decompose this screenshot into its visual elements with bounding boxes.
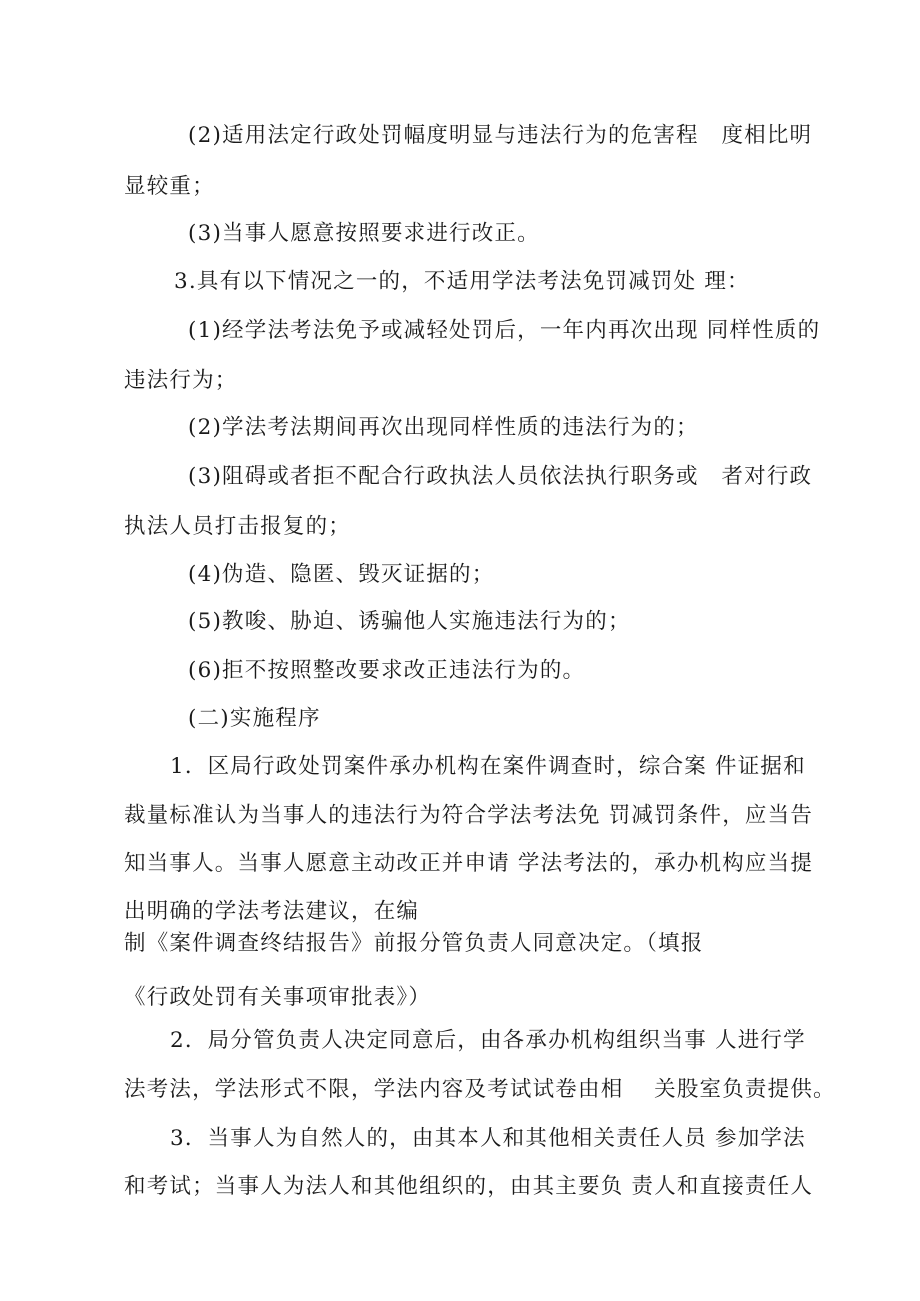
- text-line: 3．当事人为自然人的，由其本人和其他相关责任人员 参加学法: [170, 1126, 806, 1151]
- text-line: 2．局分管负责人决定同意后，由各承办机构组织当事 人进行学: [170, 1028, 806, 1053]
- text-line: (2)学法考法期间再次出现同样性质的违法行为的；: [188, 415, 699, 440]
- text-line: (2)适用法定行政处罚幅度明显与违法行为的危害程 度相比明: [188, 123, 813, 148]
- text-line: 出明确的学法考法建议，在编: [124, 899, 420, 924]
- text-line: (1)经学法考法免予或减轻处罚后，一年内再次出现 同样性质的: [188, 318, 821, 343]
- text-line: (3)当事人愿意按照要求进行改正。: [188, 221, 540, 246]
- text-line: (3)阻碍或者拒不配合行政执法人员依法执行职务或 者对行政: [188, 464, 813, 489]
- text-line: 违法行为；: [124, 368, 238, 393]
- text-line: 裁量标准认为当事人的违法行为符合学法考法免 罚减罚条件，应当告: [124, 803, 814, 828]
- text-line: 1．区局行政处罚案件承办机构在案件调查时，综合案 件证据和: [170, 754, 806, 779]
- text-line: (6)拒不按照整改要求改正违法行为的。: [188, 658, 586, 683]
- section-heading: (二)实施程序: [188, 706, 321, 731]
- text-line: 3.具有以下情况之一的，不适用学法考法免罚减罚处 理：: [174, 269, 750, 294]
- text-line: 制《案件调查终结报告》前报分管负责人同意决定。（填报: [124, 931, 704, 956]
- text-line: 显较重；: [124, 174, 215, 199]
- text-line: 法考法，学法形式不限，学法内容及考试试卷由相 关股室负责提供。: [124, 1077, 836, 1102]
- text-line: (4)伪造、隐匿、毁灭证据的；: [188, 562, 495, 587]
- text-line: 执法人员打击报复的；: [124, 514, 352, 539]
- text-line: (5)教唆、胁迫、诱骗他人实施违法行为的；: [188, 609, 631, 634]
- text-line: 知当事人。当事人愿意主动改正并申请 学法考法的，承办机构应当提: [124, 851, 814, 876]
- text-line: 《行政处罚有关事项审批表》）: [124, 985, 432, 1010]
- text-line: 和考试；当事人为法人和其他组织的，由其主要负 责人和直接责任人: [124, 1174, 814, 1199]
